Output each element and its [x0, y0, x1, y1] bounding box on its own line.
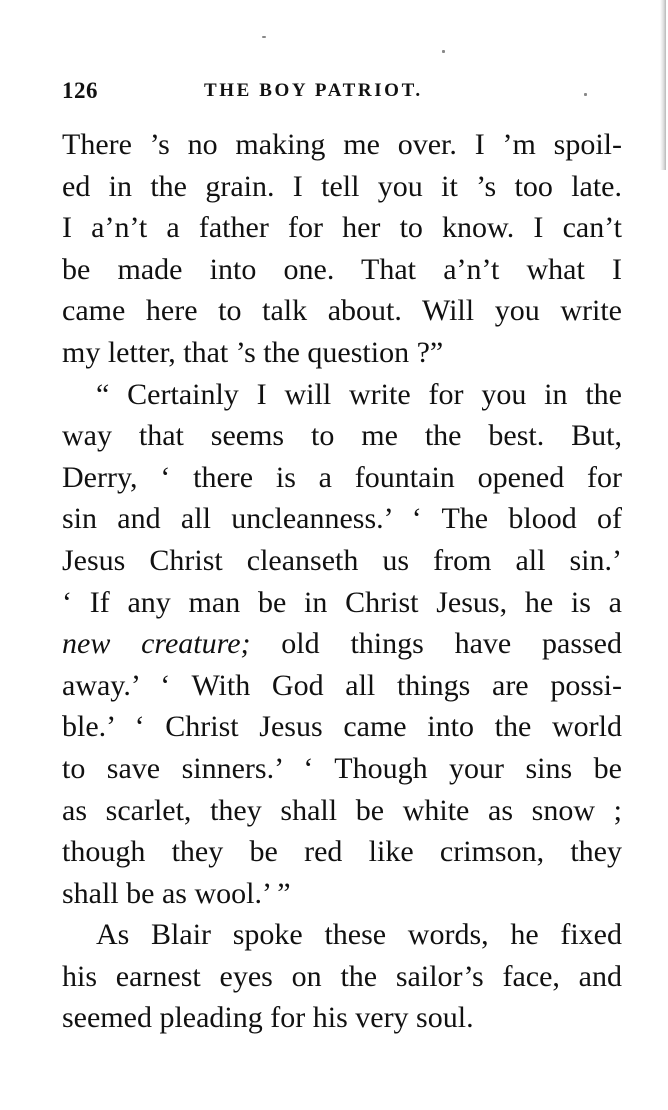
text-line: my letter, that ’s the question ?”	[62, 335, 444, 369]
text-line: though they be red like crimson, they	[62, 835, 622, 869]
text-line: to save sinners.’ ‘ Though your sins be	[62, 751, 622, 785]
print-speck	[442, 50, 445, 53]
page-edge-shadow	[660, 0, 666, 170]
text-line: There ’s no making me over. I ’m spoil-	[62, 128, 622, 161]
text-line: be made into one. That a’n’t what I	[62, 252, 622, 286]
text-line: as scarlet, they shall be white as snow ;	[62, 793, 622, 827]
text-line-with-emphasis	[62, 623, 622, 665]
text-line: away.’ ‘ With God all things are possi-	[62, 668, 622, 702]
text-line: shall be as wool.’ ”	[62, 876, 291, 910]
text-line: his earnest eyes on the sailor’s face, and	[62, 959, 622, 993]
text-line: sin and all uncleanness.’ ‘ The blood of	[62, 502, 622, 536]
text-line: Derry, ‘ there is a fountain opened for	[62, 460, 622, 494]
text-line: way that seems to me the best. But,	[62, 419, 622, 453]
text-line: came here to talk about. Will you write	[62, 294, 622, 328]
text-line: seemed pleading for his very soul.	[62, 1001, 474, 1035]
print-speck	[262, 36, 266, 38]
running-header	[62, 78, 622, 108]
text-line: Jesus Christ cleanseth us from all sin.’	[62, 543, 622, 577]
line-post: old things have passed	[250, 627, 622, 661]
running-title: THE BOY PATRIOT.	[204, 80, 423, 101]
text-line: ble.’ ‘ Christ Jesus came into the world	[62, 710, 622, 744]
text-line: I a’n’t a father for her to know. I can’t	[62, 211, 622, 245]
paragraph-first-line: “ Certainly I will write for you in the	[96, 377, 622, 411]
page-number: 126	[62, 78, 98, 103]
body-text	[62, 124, 622, 1039]
italic-emphasis: new creature;	[62, 627, 251, 661]
paragraph-first-line: As Blair spoke these words, he fixed	[96, 918, 622, 952]
text-line: ed in the grain. I tell you it ’s too late.	[62, 169, 622, 203]
text-line: ‘ If any man be in Christ Jesus, he is a	[62, 585, 622, 619]
